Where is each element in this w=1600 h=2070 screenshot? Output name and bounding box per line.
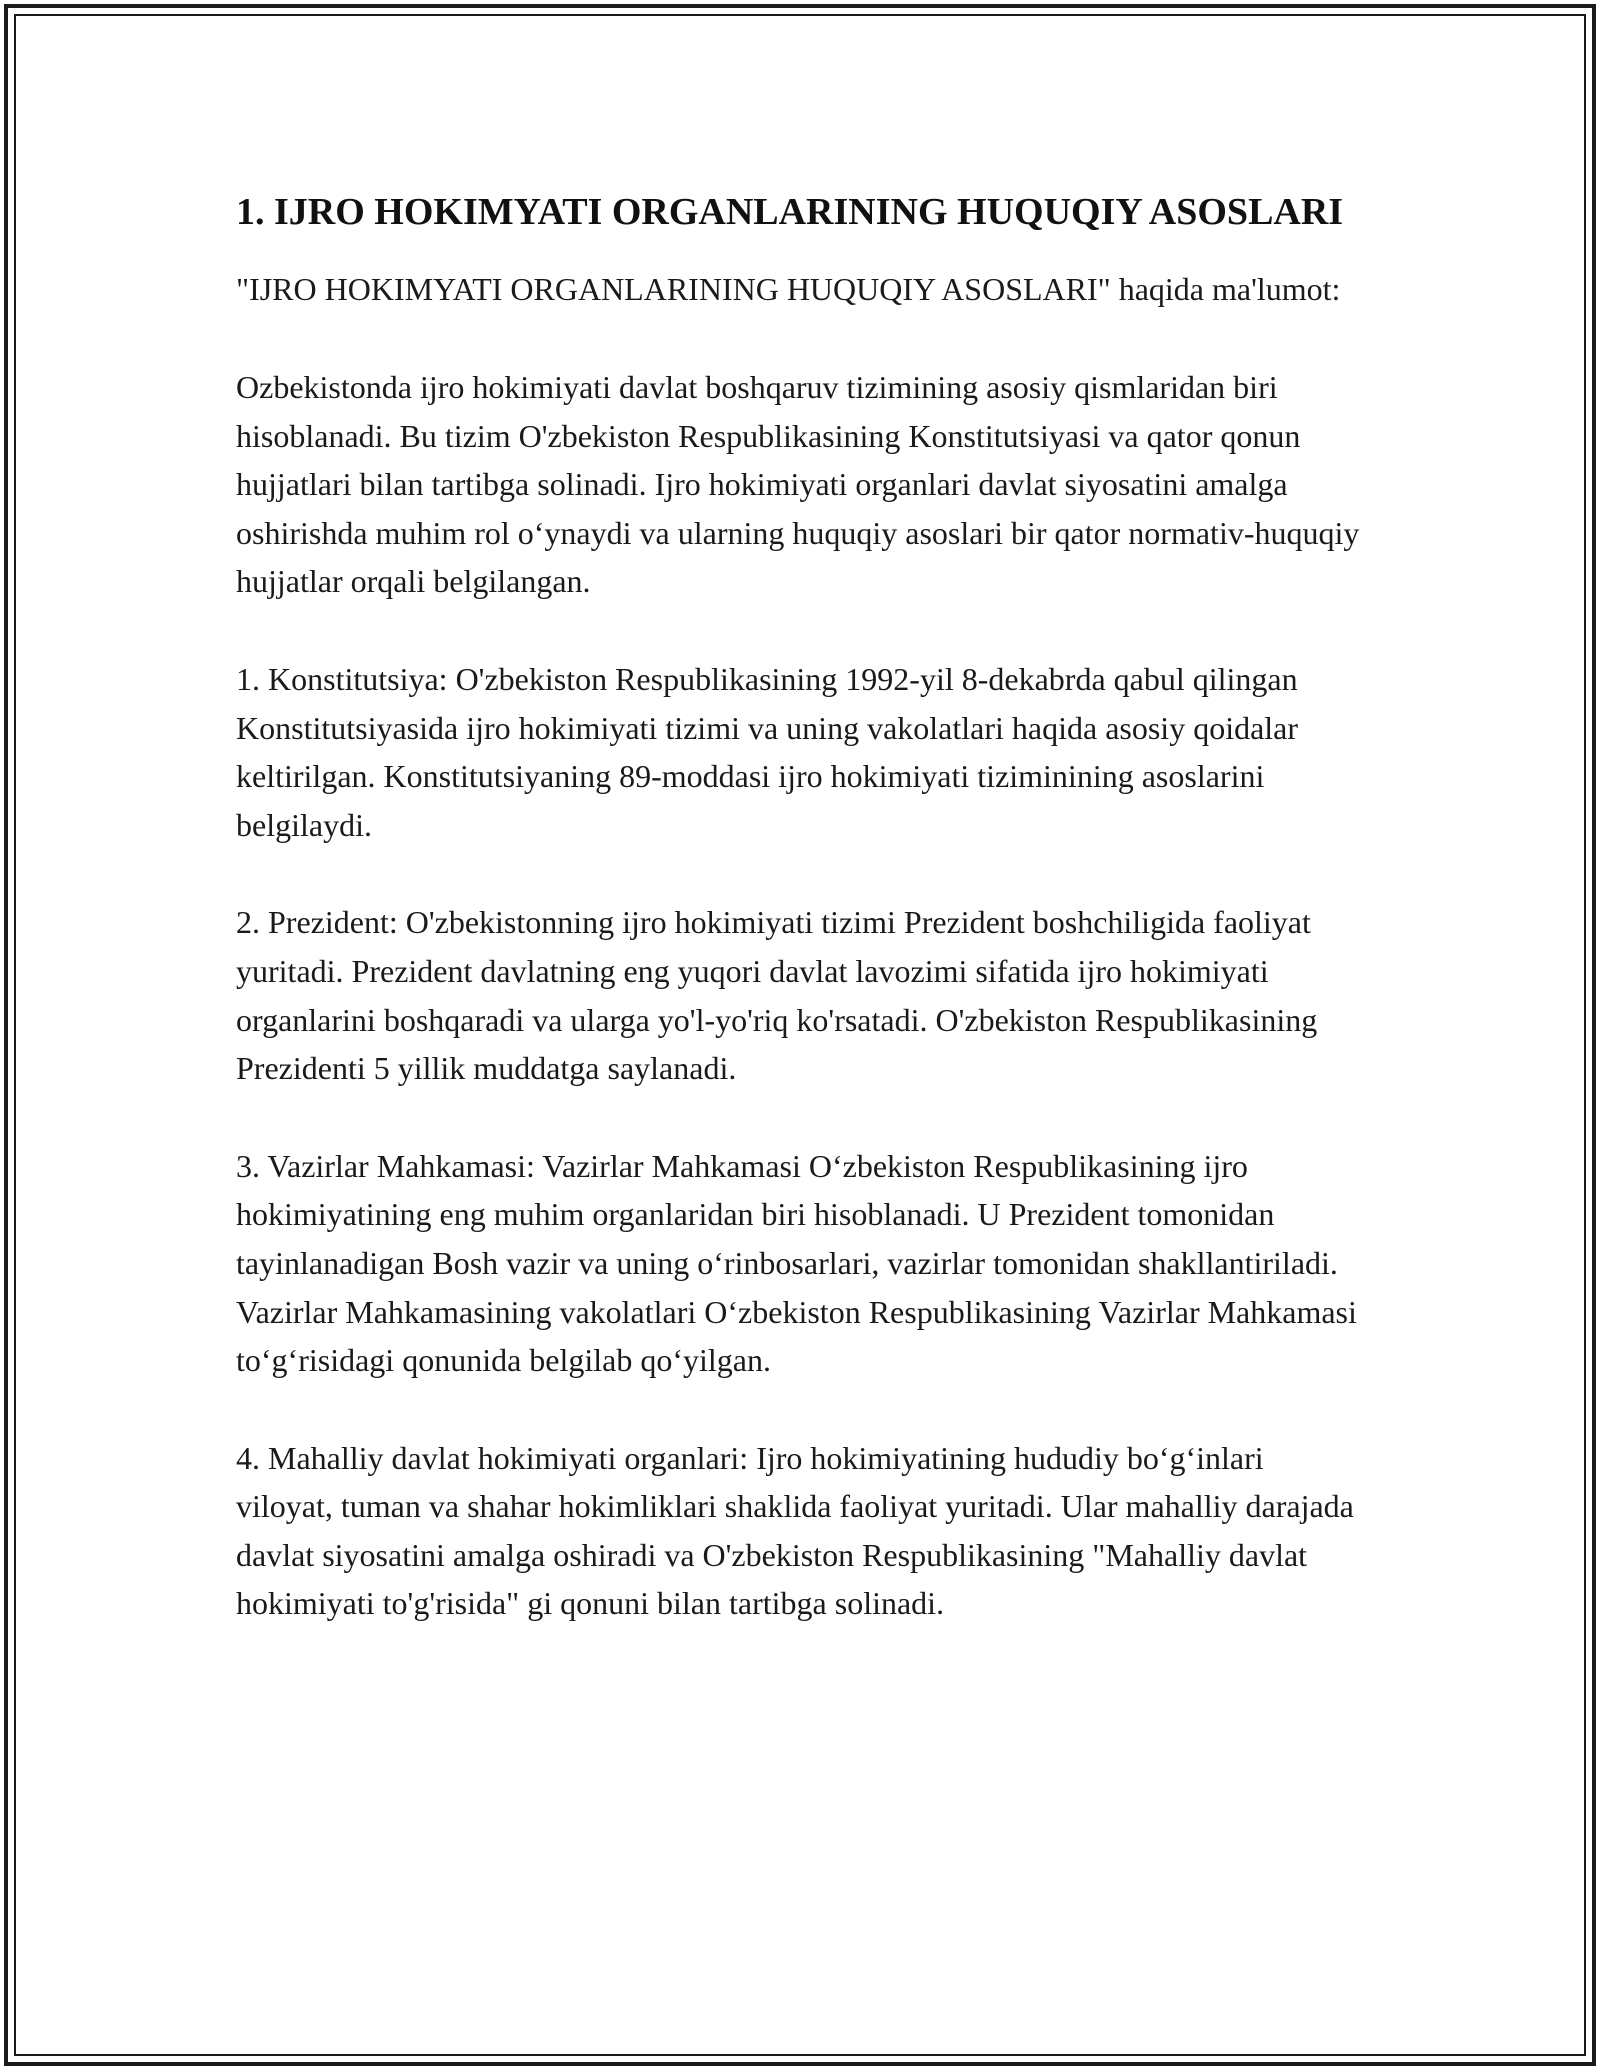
paragraph-president: 2. Prezident: O'zbekistonning ijro hokimiyati tizimi Prezident boshchiligida faoliyat yuritadi. Prezident davlatning eng yuqori davlat lavozimi sifatida ijro hokimiyati organlarini boshqaradi va ularga yo'l-yo'riq ko'rsatadi. O'zbekiston Respublikasining Prezidenti 5 yillik muddatga saylanadi.: [236, 904, 1318, 1087]
paragraph-local-government: 4. Mahalliy davlat hokimiyati organlari: Ijro hokimiyatining hududiy bo‘g‘inlari viloyat, tuman va shahar hokimliklari shaklida faoliyat yuritadi. Ular mahalliy darajada davlat siyosatini amalga oshiradi va O'zbekiston Respublikasining "Mahalliy davlat hokimiyati to'g'risida" gi qonuni bilan tartibga solinadi.: [236, 1439, 1354, 1622]
paragraph-overview: Ozbekistonda ijro hokimiyati davlat boshqaruv tizimining asosiy qismlaridan biri hisoblanadi. Bu tizim O'zbekiston Respublikasining Konstitutsiyasi va qator qonun hujjatlari bilan tartibga solinadi. Ijro hokimiyati organlari davlat siyosatini amalga oshirishda muhim rol o‘ynaydi va ularning huquqiy asoslari bir qator normativ-huquqiy hujjatlar orqali belgilangan.: [236, 369, 1360, 600]
intro-text: "IJRO HOKIMYATI ORGANLARINING HUQUQIY ASOSLARI" haqida ma'lumot:: [236, 271, 1341, 307]
paragraph-cabinet-of-ministers: 3. Vazirlar Mahkamasi: Vazirlar Mahkamasi O‘zbekiston Respublikasining ijro hokimiyatining eng muhim organlaridan biri hisoblanadi. U Prezident tomonidan tayinlanadigan Bosh vazir va uning o‘rinbosarlari, vazirlar tomonidan shakllantiriladi. Vazirlar Mahkamasining vakolatlari O‘zbekiston Respublikasining Vazirlar Mahkamasi to‘g‘risidagi qonunida belgilab qo‘yilgan.: [236, 1147, 1357, 1379]
document-body: [236, 186, 1364, 1628]
paragraph-constitution: 1. Konstitutsiya: O'zbekiston Respublikasining 1992-yil 8-dekabrda qabul qilingan Konstitutsiyasida ijro hokimiyati tizimi va uning vakolatlari haqida asosiy qoidalar keltirilgan. Konstitutsiyaning 89-moddasi ijro hokimiyati tiziminining asoslarini belgilaydi.: [236, 660, 1299, 843]
document-title: 1. IJRO HOKIMYATI ORGANLARINING HUQUQIY ASOSLARI: [236, 191, 1344, 233]
